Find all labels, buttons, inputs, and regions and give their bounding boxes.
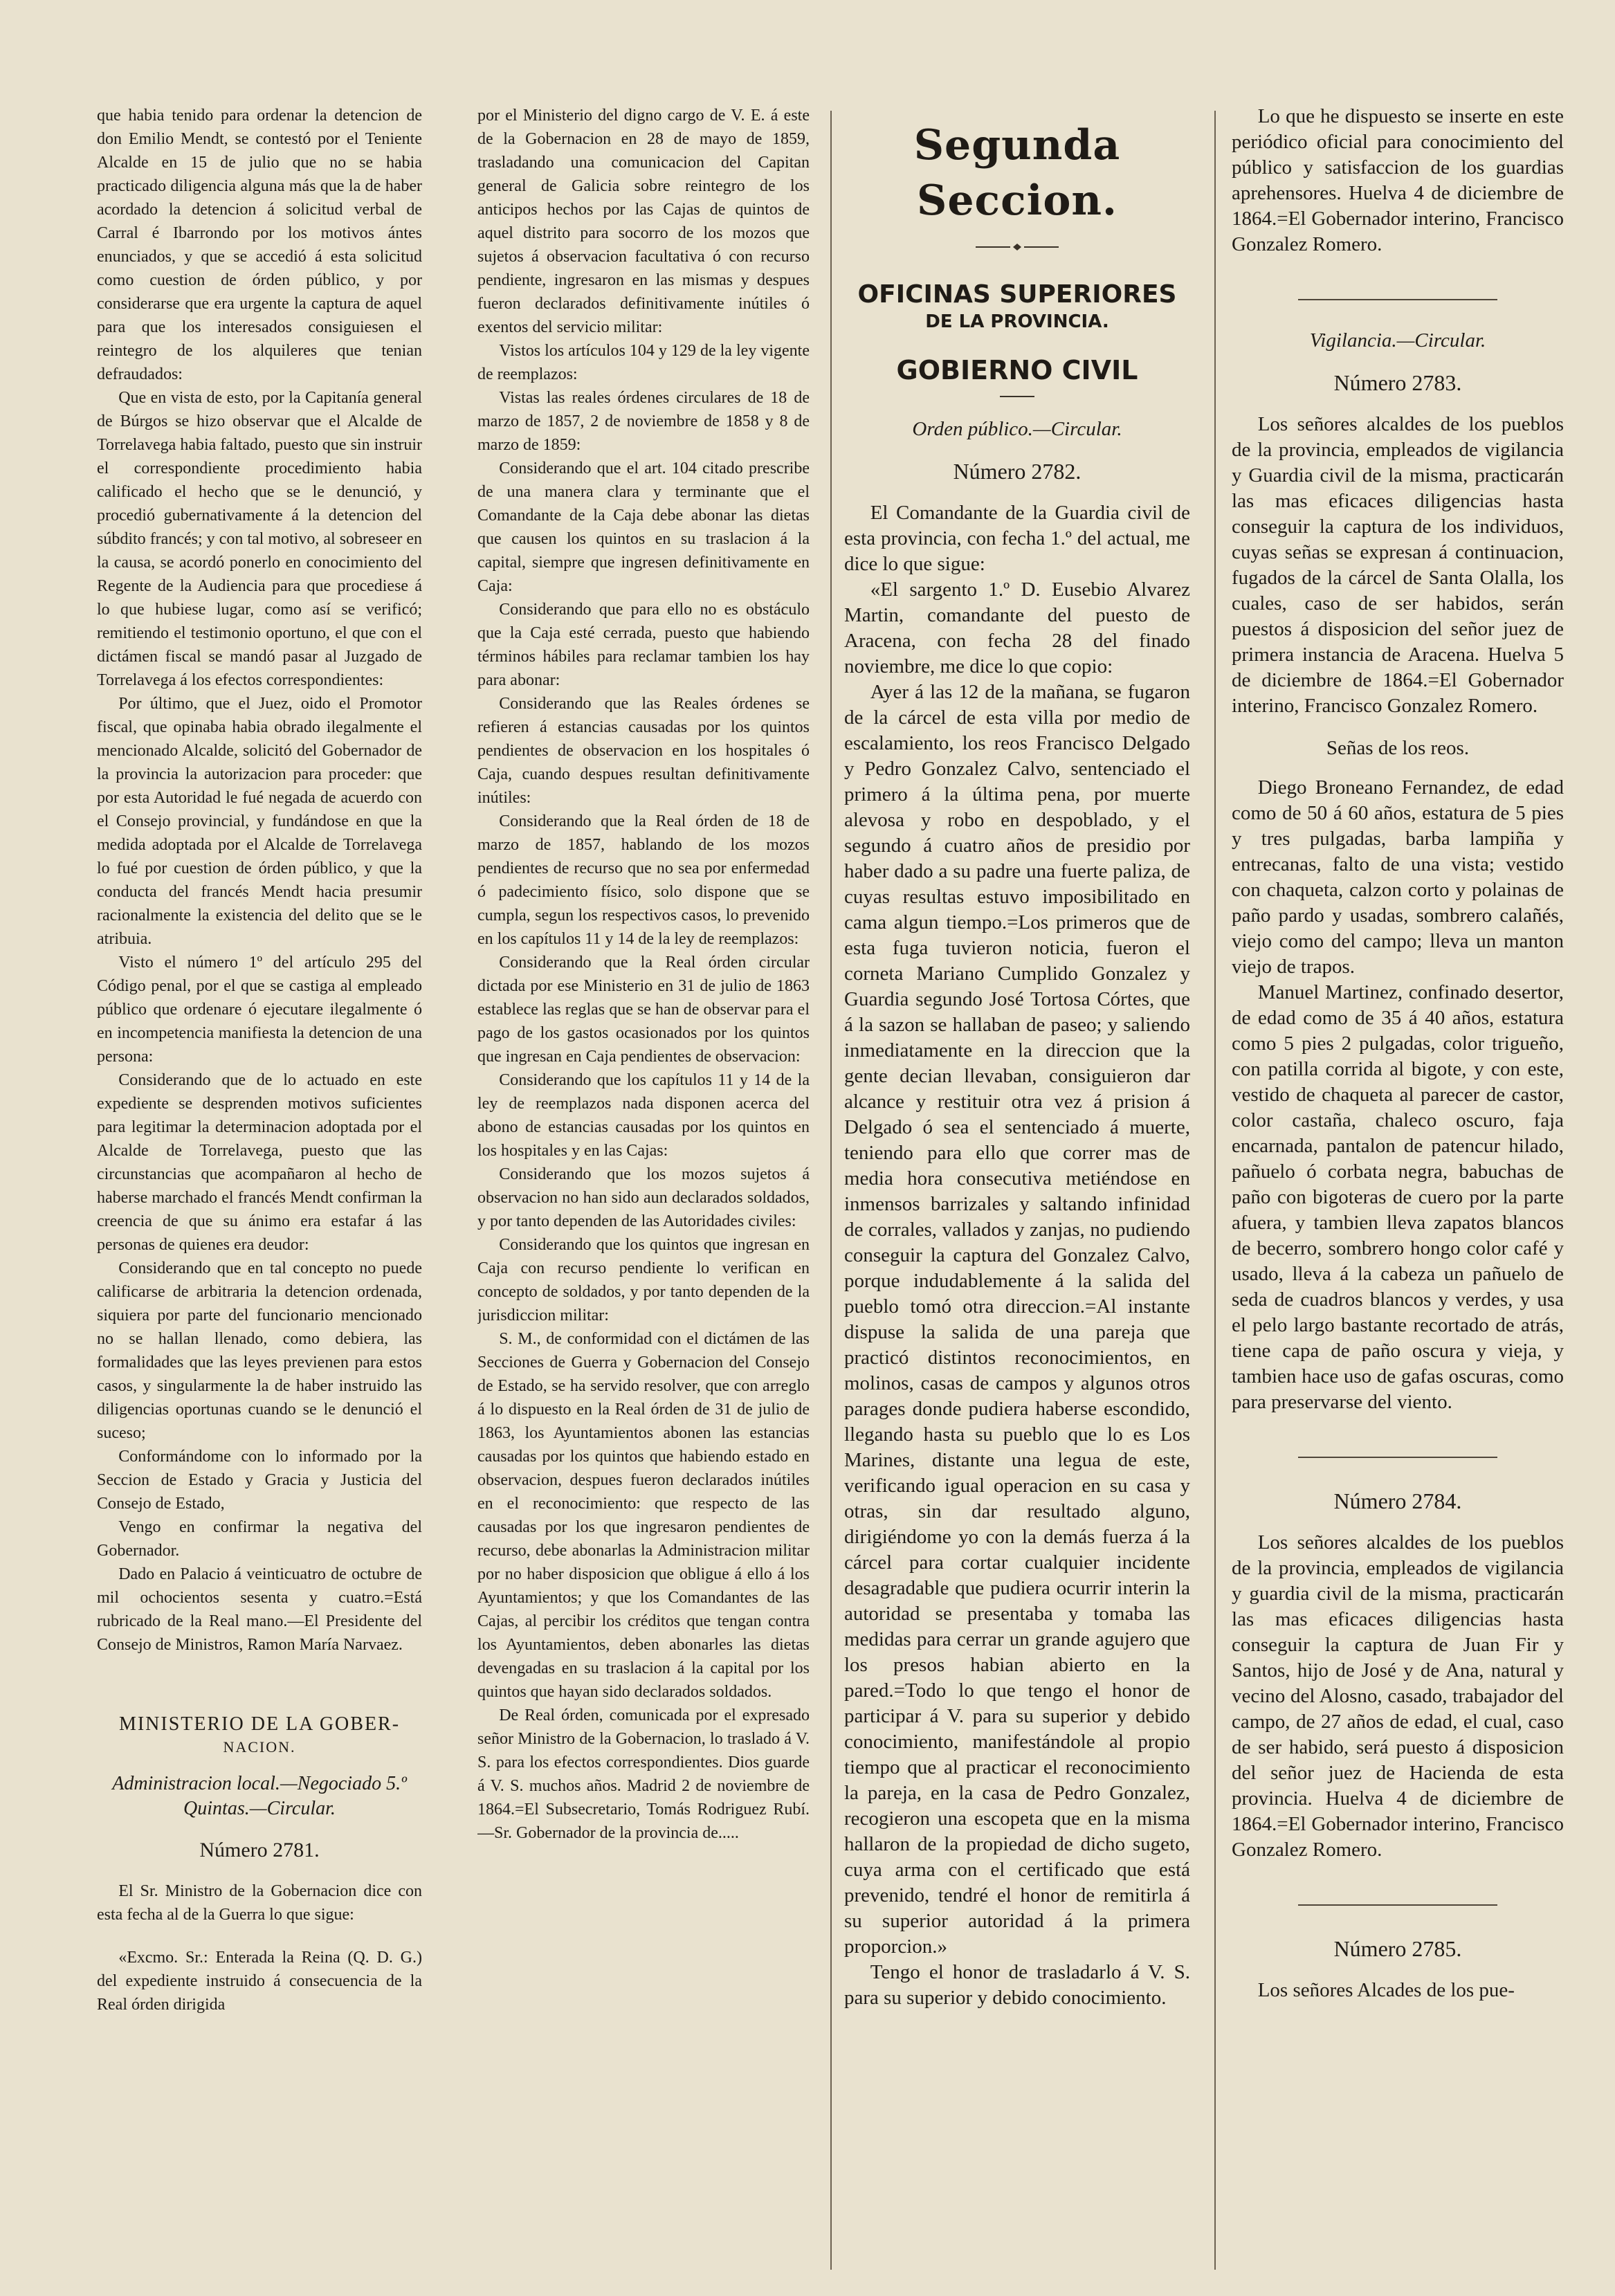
paragraph: Dado en Palacio á veinticuatro de octubre de mil ochocientos sesenta y cuatro.=Está rubricado de la Real mano.—El Presidente del Consejo de Ministros, Ramon María Narvaez.	[97, 1565, 422, 1654]
circular-number: Número 2784.	[1333, 1488, 1462, 1513]
paragraph: Considerando que los quintos que ingresan en Caja con recurso pendiente lo verifican en concepto de soldados, y por tanto dependen de la jurisdiccion militar:	[477, 1236, 810, 1324]
paragraph: El Sr. Ministro de la Gobernacion dice con esta fecha al de la Guerra lo que sigue:	[97, 1882, 422, 1924]
paragraph: Vengo en confirmar la negativa del Gobernador.	[97, 1518, 422, 1560]
ministry-heading: MINISTERIO DE LA GOBER-	[118, 1713, 401, 1735]
paragraph: «El sargento 1.º D. Eusebio Alvarez Martin, comandante del puesto de Aracena, con fecha 28 del finado noviembre, me dice lo que copio:	[844, 578, 1190, 677]
paragraph: Considerando que en tal concepto no puede calificarse de arbitraria la detencion ordenada, siquiera por parte del funcionario mencionado no se hallan llenado, como debiera, las formalidades que las leyes previenen para estos casos, y singularmente la de haber instruido las diligencias oportunas cuando se le denunció el suceso;	[97, 1259, 422, 1442]
column-1	[97, 104, 422, 2277]
paragraph: Considerando que de lo actuado en este expediente se desprenden motivos suficientes para legitimar la determinacion adoptada por el Alcalde de Torrelavega, puesto que las circunstancias que acompañaron al hecho de haberse marchado el francés Mendt confirman la creencia de que su ánimo era estafar á las personas de quienes era deudor:	[97, 1071, 422, 1254]
paragraph: De Real órden, comunicada por el expresado señor Ministro de la Gobernacion, lo traslado á V. S. para los efectos correspondientes. Dios guarde á V. S. muchos años. Madrid 2 de noviembre de 1864.=El Subsecretario, Tomás Rodriguez Rubí.—Sr. Gobernador de la provincia de.....	[477, 1706, 810, 1842]
paragraph: Diego Broneano Fernandez, de edad como de 50 á 60 años, estatura de 5 pies y tres pulgadas, barba lampiña y entrecanas, falto de una vista; vestido con chaqueta, calzon corto y polainas de paño pardo y usadas, sombrero calañés, viejo como del campo; lleva un manton viejo de trapos.	[1232, 776, 1564, 978]
paragraph: Ayer á las 12 de la mañana, se fugaron de la cárcel de esta villa por medio de escalamiento, los reos Francisco Delgado y Pedro Gonzalez Calvo, sentenciado el primero á la última pena, por muerte alevosa y robo en despoblado, y el segundo á cuatro años de presidio por haber dado a su padre una fuerte paliza, de cuyas resultas estuvo imposibilitado en cama algun tiempo.=Los primeros que de esta fuga tuvieron noticia, fueron el corneta Mariano Cumplido Gonzalez y Guardia segundo José Tortosa Córtes, que á la sazon se hallaban de paseo; y saliendo inmediatamente en la direccion que la gente decian llevaban, consiguieron dar alcance y restituir otra vez á prision á Delgado ó sea el sentenciado á muerte, teniendo para ello que correr mas de media hora consecutiva metiéndose en inmensos barrizales y saltando infinidad de corrales, vallados y zanjas, no pudiendo conseguir la captura del Gonzalez Calvo, porque indudablemente á la salida del pueblo tomó otra direccion.=Al instante dispuse la salida de una pareja que practicó distintos reconocimientos, en molinos, casas de campos y algunos otros parages donde pudiera haberse escondido, llegando hasta su pueblo que lo es Los Marines, distante una legua de este, verificando igual operacion en su casa y otras, sin dar resultado alguno, dirigiéndome yo con la demás fuerza á la cárcel para cortar cualquier incidente desagradable que pudiera ocurrir interin la autoridad se presentaba y tomaba las medidas para cerrar un grande agujero que los presos habian abierto en la pared.=Todo lo que tengo el honor de participar á V. para su superior y debido conocimiento, manifestándole al propio tiempo que al practicar el reconocimiento la pareja, en la casa de Pedro Gonzalez, recogieron una escopeta que en la misma hallaron de la propiedad de dicho sugeto, cuya arma con el certificado que está prevenido, tendré el honor de remitirla á su superior autoridad á la primera proporcion.»	[844, 681, 1190, 1958]
horizontal-rule	[1298, 1904, 1497, 1906]
paragraph: Por último, que el Juez, oido el Promotor fiscal, que opinaba habia obrado ilegalmente el mencionado Alcalde, solicitó del Gobernador de la provincia la autorizacion para proceder: que por esta Autoridad le fué negada de acuerdo con el Consejo provincial, y fundándose en que la medida adoptada por el Alcalde de Torrelavega lo fué por cuestion de órden público, y que la conducta del francés Mendt hacia presumir racionalmente la existencia del delito que se le atribuia.	[97, 695, 422, 948]
paragraph: que habia tenido para ordenar la detencion de don Emilio Mendt, se contestó por el Teniente Alcalde en 15 de julio que no se habia practicado diligencia alguna más que la de haber acordado la detencion á solicitud verbal de Carral é Ibarrondo por los motivos ántes enunciados, y que se accedió á esta solicitud como cuestion de órden público, y por considerarse que era urgente la captura de aquel para que los interesados consiguiesen el reintegro de los alquileres que tenian defraudados:	[97, 107, 422, 383]
ministry-heading-cont: NACION.	[223, 1738, 296, 1756]
paragraph: por el Ministerio del digno cargo de V. E. á este de la Gobernacion en 28 de mayo de 1859, trasladando una comunicacion del Capitan general de Galicia sobre reintegro de los anticipos hechos por las Cajas de quintos de aquel distrito para socorro de los mozos que sujetos á observacion facultativa ó con recurso pendiente, ingresaron en las mismas y despues fueron declarados definitivamente inútiles ó exentos del servicio militar:	[477, 107, 810, 336]
circular-number: Número 2783.	[1333, 370, 1462, 395]
paragraph: Que en vista de esto, por la Capitanía general de Búrgos se hizo observar que el Alcalde de Torrelavega habia faltado, puesto que sin instruir el correspondiente procedimiento habia calificado el hecho que se le denunció, y procedió gubernativamente á la detencion del súbdito francés; y con tal motivo, al sobreseer en la causa, se acordó ponerlo en conocimiento del Regente de la Audiencia para que procediese á lo que hubiese lugar, como así se verificó; remitiendo el testimonio oportuno, el que con el dictámen fiscal se mandó pasar al Juzgado de Torrelavega á los efectos correspondientes:	[97, 389, 422, 689]
short-divider-icon	[996, 393, 1038, 400]
paragraph: Considerando que las Reales órdenes se refieren á estancias causadas por los quintos pendientes de observacion en los hospitales ó Caja, cuando despues resultan definitivamente inútiles:	[477, 695, 810, 807]
circular-subtitle: Orden público.—Circular.	[912, 418, 1122, 440]
paragraph: Considerando que la Real órden circular dictada por ese Ministerio en 31 de julio de 1863 establece las reglas que se han de observar para el pago de los gastos ocasionados por los quintos que ingresan en Caja pendientes de observacion:	[477, 954, 810, 1066]
horizontal-rule	[1298, 1457, 1497, 1458]
paragraph: Los señores alcaldes de los pueblos de la provincia, empleados de vigilancia y guardia civil de la misma, practicarán las mas eficaces diligencias hasta conseguir la captura de Juan Fir y Santos, hijo de José y de Ana, natural y vecino del Alosno, casado, trabajador del campo, de 27 años de edad, el cual, caso de ser habido, será puesto á disposicion del señor juez de Hacienda de esta provincia. Huelva 4 de diciembre de 1864.=El Gobernador interino, Francisco Gonzalez Romero.	[1232, 1531, 1564, 1861]
paragraph: Conformándome con lo informado por la Seccion de Estado y Gracia y Justicia del Consejo de Estado,	[97, 1448, 422, 1513]
paragraph: Los señores alcaldes de los pueblos de la provincia, empleados de vigilancia y Guardia civil de la misma, practicarán las mas eficaces diligencias hasta conseguir la captura de los individuos, cuyas señas se expresan á continuacion, fugados de la cárcel de Santa Olalla, los cuales, caso de ser habidos, serán puestos á disposicion del señor juez de primera instancia de Aracena. Huelva 5 de diciembre de 1864.=El Gobernador interino, Francisco Gonzalez Romero.	[1232, 413, 1564, 717]
paragraph: Tengo el honor de trasladarlo á V. S. para su superior y debido conocimiento.	[844, 1961, 1190, 2009]
circular-subtitle: Vigilancia.—Circular.	[1309, 329, 1486, 352]
offices-heading: OFICINAS SUPERIORES	[857, 280, 1177, 309]
government-heading: GOBIERNO CIVIL	[896, 355, 1138, 385]
section-title: Segunda Seccion.	[913, 121, 1121, 225]
paragraph: Los señores Alcades de los pue-	[1257, 1979, 1515, 2001]
column-2	[477, 104, 810, 2277]
circular-subtitle: Administracion local.—Negociado 5.º Quintas.—Circular.	[112, 1773, 407, 1819]
paragraph: S. M., de conformidad con el dictámen de las Secciones de Guerra y Gobernacion del Consejo de Estado, se ha servido resolver, que con arreglo á lo dispuesto en la Real órden de 31 de julio de 1863, los Ayuntamientos abonen las estancias causadas por los quintos que habiendo estado en observacion, despues fueron declarados inútiles en el reconocimiento: que respecto de las causadas por los que ingresaron pendientes de recurso, debe abonarlas la Administracion militar por no haber disposicion que obligue á ello á los Ayuntamientos; y que los Comandantes de las Cajas, al percibir los créditos que tengan contra los Ayuntamientos, deben abonarles las dietas devengadas en su traslacion á la capital por los quintos que hayan sido declarados soldados.	[477, 1330, 810, 1701]
paragraph: Considerando que los capítulos 11 y 14 de la ley de reemplazos nada disponen acerca del abono de estancias causadas por los quintos en los hospitales y en las Cajas:	[477, 1071, 810, 1160]
paragraph: Considerando que los mozos sujetos á observacion no han sido aun declarados soldados, y por tanto dependen de las Autoridades civiles:	[477, 1165, 810, 1230]
offices-subheading: DE LA PROVINCIA.	[925, 311, 1109, 332]
column-rule	[830, 111, 832, 2270]
ornament-divider-icon	[976, 242, 1059, 252]
column-3	[844, 104, 1190, 2290]
column-4	[1232, 104, 1564, 2290]
horizontal-rule	[1298, 299, 1497, 300]
signs-heading: Señas de los reos.	[1326, 737, 1470, 759]
paragraph: Lo que he dispuesto se inserte en este periódico oficial para conocimiento del público y satisfaccion de los guardias aprehensores. Huelva 4 de diciembre de 1864.=El Gobernador interino, Francisco Gonzalez Romero.	[1232, 105, 1564, 255]
paragraph: Vistos los artículos 104 y 129 de la ley vigente de reemplazos:	[477, 342, 810, 383]
paragraph: Manuel Martinez, confinado desertor, de edad como de 35 á 40 años, estatura como 5 pies 2 pulgadas, color trigueño, con patilla corrida al bigote, y con este, vestido de chaqueta al parecer de castor, color castaña, chaleco oscuro, faja encarnada, pantalon de patencur hilado, pañuelo ó corbata negra, babuchas de paño con bigoteras de cuero por la parte afuera, y tambien lleva zapatos blancos de becerro, sombrero hongo color café y usado, lleva á la cabeza un pañuelo de seda de cuadros blancos y verdes, y usa el pelo largo bastante recortado de atrás, tiene capa de paño oscura y vieja, y tambien hace uso de gafas oscuras, como para preservarse del viento.	[1232, 981, 1564, 1413]
paragraph: Vistas las reales órdenes circulares de 18 de marzo de 1857, 2 de noviembre de 1858 y 8 de marzo de 1859:	[477, 389, 810, 454]
paragraph: El Comandante de la Guardia civil de esta provincia, con fecha 1.º del actual, me dice lo que sigue:	[844, 502, 1190, 575]
circular-number: Número 2785.	[1333, 1936, 1462, 1961]
circular-number: Número 2781.	[199, 1839, 320, 1861]
paragraph: «Excmo. Sr.: Enterada la Reina (Q. D. G.) del expediente instruido á consecuencia de la Real órden dirigida	[97, 1949, 422, 2014]
circular-number: Número 2782.	[953, 459, 1082, 484]
paragraph: Considerando que la Real órden de 18 de marzo de 1857, hablando de los mozos pendientes de recurso que no sea por enfermedad ó padecimiento físico, solo dispone que se cumpla, segun los respectivos casos, lo prevenido en los capítulos 11 y 14 de la ley de reemplazos:	[477, 812, 810, 948]
paragraph: Considerando que para ello no es obstáculo que la Caja esté cerrada, puesto que habiendo términos hábiles para reclamar tambien los hay para abonar:	[477, 601, 810, 689]
paragraph: Considerando que el art. 104 citado prescribe de una manera clara y terminante que el Comandante de la Caja debe abonar las dietas que causen los quintos en su traslacion á la capital, siempre que ingresen definitivamente en Caja:	[477, 459, 810, 595]
column-rule	[1214, 111, 1216, 2270]
paragraph: Visto el número 1º del artículo 295 del Código penal, por el que se castiga al empleado público que ordenare ó ejecutare ilegalmente ó en incompetencia manifiesta la detencion de una persona:	[97, 954, 422, 1066]
